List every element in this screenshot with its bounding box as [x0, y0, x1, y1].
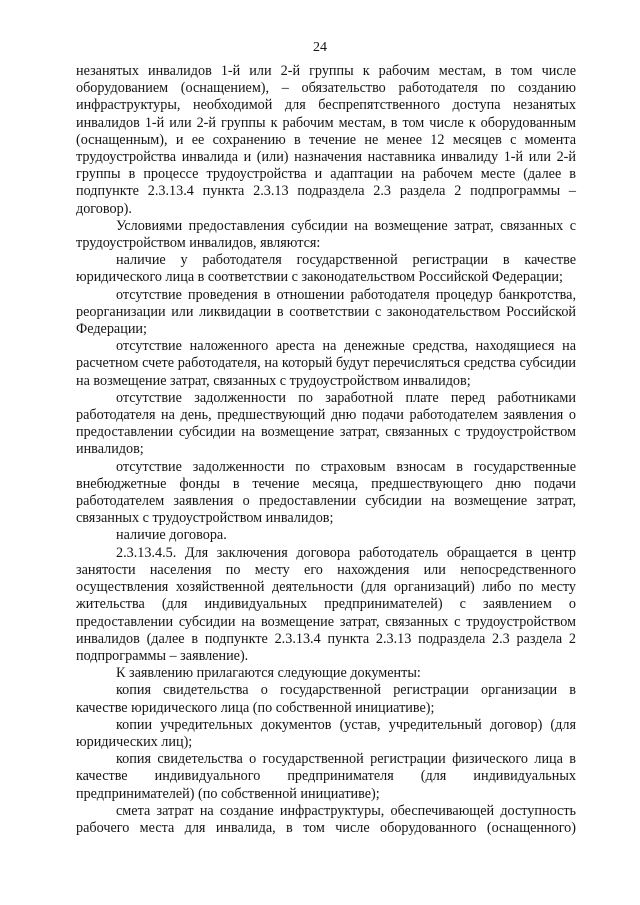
paragraph-doc-founding-copies: копии учредительных документов (устав, учредительный договор) (для юридических лиц); [76, 716, 576, 750]
paragraph-doc-registration-copy: копия свидетельства о государственной регистрации организации в качестве юридического лица (по собственной инициативе); [76, 682, 576, 716]
paragraph-condition-salary-debt: отсутствие задолженности по заработной плате перед работниками работодателя на день, предшествующий дню подачи работодателем заявления о предоставлении субсидии на возмещение затрат, связанных с трудоустройством инвалидов; [76, 389, 576, 458]
paragraph-condition-bankruptcy: отсутствие проведения в отношении работодателя процедур банкротства, реорганизации или ликвидации в соответствии с законодательством Российской Федерации; [76, 286, 576, 338]
page-number: 24 [313, 40, 327, 55]
paragraph-doc-cost-estimate: смета затрат на создание инфраструктуры, обеспечивающей доступность рабочего места для инвалида, в том числе оборудованного (оснащенного) [76, 802, 576, 836]
paragraph-condition-arrest: отсутствие наложенного ареста на денежные средства, находящиеся на расчетном счете работодателя, на который будут перечисляться средства субсидии на возмещение затрат, связанных с трудоустройством инвалидов; [76, 338, 576, 389]
paragraph-clause-2-3-13-4-5: 2.3.13.4.5. Для заключения договора работодатель обращается в центр занятости населения по месту его нахождения или непосредственного осуществления хозяйственной деятельности (для организаций) либо по месту жительства (для индивидуальных предпринимателей) с заявлением о предоставлении субсидии на возмещение затрат, связанных с трудоустройством инвалидов (далее в подпункте 2.3.13.4 пункта 2.3.13 подраздела 2.3 раздела 2 подпрограммы – заявление). [76, 544, 576, 664]
paragraph-condition-insurance-debt: отсутствие задолженности по страховым взносам в государственные внебюджетные фонды в течение месяца, предшествующего дню подачи работодателем заявления о предоставлении субсидии на возмещение затрат, связанных с трудоустройством инвалидов; [76, 458, 576, 527]
paragraph-conditions-intro: Условиями предоставления субсидии на возмещение затрат, связанных с трудоустройством инвалидов, являются: [76, 217, 576, 252]
paragraph-continuation: незанятых инвалидов 1-й или 2-й группы к рабочим местам, в том числе оборудованием (оснащением), – обязательство работодателя по созданию инфраструктуры, необходимой для беспрепятственного доступа незанятых инвалидов 1-й или 2-й группы к рабочим местам, в том числе к оборудованным (оснащенным), и ее сохранению в течение не менее 12 месяцев с момента трудоустройства инвалида и (или) назначения наставника инвалиду 1-й или 2-й группы в процессе трудоустройства и адаптации на рабочем месте (далее в подпункте 2.3.13.4 пункта 2.3.13 подраздела 2.3 раздела 2 подпрограммы – договор). [76, 63, 576, 217]
paragraph-documents-intro: К заявлению прилагаются следующие документы: [116, 665, 421, 682]
document-body [76, 63, 576, 837]
paragraph-doc-entrepreneur-copy: копия свидетельства о государственной регистрации физического лица в качестве индивидуального предпринимателя (для индивидуальных предпринимателей) (по собственной инициативе); [76, 751, 576, 802]
paragraph-condition-contract: наличие договора. [116, 527, 227, 544]
paragraph-condition-registration: наличие у работодателя государственной регистрации в качестве юридического лица в соответствии с законодательством Российской Федерации; [76, 252, 576, 286]
